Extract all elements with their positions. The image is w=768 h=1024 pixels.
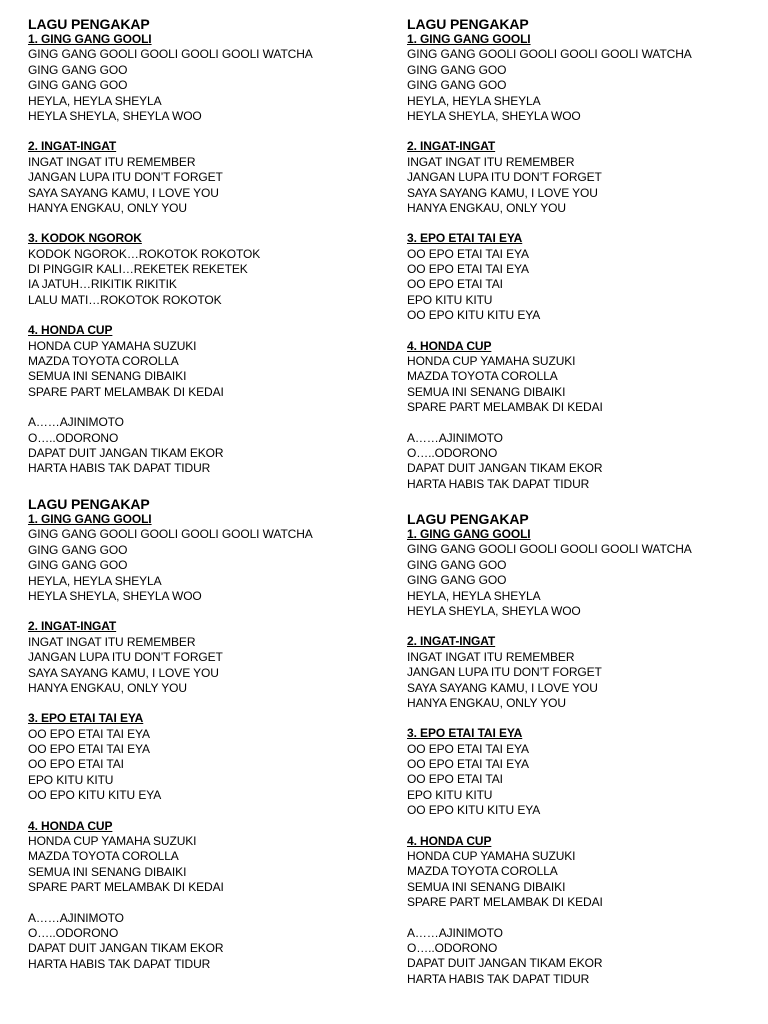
lyric-line: GING GANG GOO — [28, 542, 128, 557]
block-title: LAGU PENGAKAP — [407, 16, 529, 32]
song-title: 3. EPO ETAI TAI EYA — [407, 231, 523, 246]
song-title: 4. HONDA CUP — [407, 833, 492, 848]
song-3 — [407, 231, 747, 323]
lyric-line: GING GANG GOOLI GOOLI GOOLI GOOLI WATCHA — [28, 47, 313, 62]
song-title: 1. GING GANG GOOLI — [407, 527, 531, 541]
song-title: 2. INGAT-INGAT — [28, 139, 117, 154]
lyric-line: GING GANG GOO — [28, 78, 128, 93]
lyric-line: SEMUA INI SENANG DIBAIKI — [28, 864, 187, 879]
lyric-line: HEYLA SHEYLA, SHEYLA WOO — [28, 108, 202, 123]
song-title: 2. INGAT-INGAT — [407, 139, 496, 154]
chorus-line: O…..ODORONO — [407, 445, 498, 460]
song-2 — [407, 634, 747, 711]
chorus-line: HARTA HABIS TAK DAPAT TIDUR — [28, 956, 211, 971]
lyrics-block-top-right — [407, 16, 747, 492]
lyric-line: MAZDA TOYOTA COROLLA — [407, 369, 558, 384]
song-title: 3. KODOK NGOROK — [28, 231, 142, 246]
lyric-line: JANGAN LUPA ITU DON’T FORGET — [28, 170, 223, 185]
song-4 — [28, 819, 368, 896]
chorus-line: DAPAT DUIT JANGAN TIKAM EKOR — [407, 956, 603, 971]
song-title: 1. GING GANG GOOLI — [28, 32, 152, 46]
lyric-line: OO EPO ETAI TAI — [407, 277, 503, 292]
chorus-line: A……AJINIMOTO — [28, 910, 124, 925]
lyric-line: SPARE PART MELAMBAK DI KEDAI — [28, 880, 224, 895]
song-title: 3. EPO ETAI TAI EYA — [28, 711, 144, 726]
lyric-line: JANGAN LUPA ITU DON’T FORGET — [28, 650, 223, 665]
song-title: 2. INGAT-INGAT — [407, 634, 496, 649]
chorus-line: A……AJINIMOTO — [407, 925, 503, 940]
lyric-line: SAYA SAYANG KAMU, I LOVE YOU — [407, 185, 598, 200]
lyric-line: GING GANG GOO — [407, 78, 507, 93]
lyric-line: SEMUA INI SENANG DIBAIKI — [407, 879, 566, 894]
lyric-line: HONDA CUP YAMAHA SUZUKI — [28, 338, 197, 353]
chorus-line: HARTA HABIS TAK DAPAT TIDUR — [407, 476, 590, 491]
song-title: 1. GING GANG GOOLI — [407, 32, 531, 46]
song-title: 4. HONDA CUP — [407, 338, 492, 353]
lyric-line: GING GANG GOOLI GOOLI GOOLI GOOLI WATCHA — [407, 542, 692, 557]
lyric-line: HEYLA, HEYLA SHEYLA — [407, 93, 541, 108]
lyric-line: EPO KITU KITU — [407, 292, 493, 307]
lyric-line: OO EPO ETAI TAI — [28, 757, 124, 772]
lyric-line: OO EPO ETAI TAI EYA — [407, 246, 529, 261]
lyric-line: MAZDA TOYOTA COROLLA — [407, 864, 558, 879]
song-3 — [28, 711, 368, 803]
lyric-line: HANYA ENGKAU, ONLY YOU — [407, 200, 566, 215]
lyric-line: MAZDA TOYOTA COROLLA — [28, 849, 179, 864]
song-2 — [28, 139, 368, 216]
lyric-line: GING GANG GOOLI GOOLI GOOLI GOOLI WATCHA — [28, 527, 313, 542]
lyric-line: GING GANG GOO — [407, 557, 507, 572]
song-1 — [407, 32, 747, 124]
song-title: 4. HONDA CUP — [28, 818, 113, 833]
chorus-line: O…..ODORONO — [28, 925, 119, 940]
song-title: 2. INGAT-INGAT — [28, 619, 117, 634]
chorus — [28, 415, 368, 477]
chorus-line: A……AJINIMOTO — [28, 415, 124, 430]
lyric-line: OO EPO KITU KITU EYA — [407, 308, 541, 323]
song-4 — [407, 339, 747, 416]
lyric-line: SPARE PART MELAMBAK DI KEDAI — [407, 400, 603, 415]
lyric-line: SAYA SAYANG KAMU, I LOVE YOU — [407, 680, 598, 695]
chorus-line: DAPAT DUIT JANGAN TIKAM EKOR — [28, 445, 224, 460]
lyric-line: OO EPO KITU KITU EYA — [407, 803, 541, 818]
lyrics-block-top-left — [28, 16, 368, 477]
chorus-line: DAPAT DUIT JANGAN TIKAM EKOR — [407, 461, 603, 476]
lyric-line: LALU MATI…ROKOTOK ROKOTOK — [28, 292, 222, 307]
lyric-line: HEYLA, HEYLA SHEYLA — [28, 573, 162, 588]
lyric-line: GING GANG GOO — [407, 573, 507, 588]
block-title: LAGU PENGAKAP — [28, 496, 150, 512]
lyric-line: HEYLA SHEYLA, SHEYLA WOO — [407, 108, 581, 123]
lyric-line: IA JATUH…RIKITIK RIKITIK — [28, 277, 177, 292]
lyric-line: HONDA CUP YAMAHA SUZUKI — [28, 834, 197, 849]
chorus-line: O…..ODORONO — [28, 430, 119, 445]
lyric-line: GING GANG GOO — [407, 62, 507, 77]
lyric-line: OO EPO ETAI TAI EYA — [407, 262, 529, 277]
lyric-line: HEYLA, HEYLA SHEYLA — [407, 588, 541, 603]
song-title: 3. EPO ETAI TAI EYA — [407, 726, 523, 741]
lyric-line: GING GANG GOO — [28, 62, 128, 77]
song-title: 4. HONDA CUP — [28, 323, 113, 338]
song-3 — [407, 726, 747, 818]
song-4 — [28, 323, 368, 400]
lyric-line: OO EPO ETAI TAI EYA — [407, 757, 529, 772]
lyric-line: INGAT INGAT ITU REMEMBER — [28, 634, 196, 649]
lyric-line: HANYA ENGKAU, ONLY YOU — [407, 695, 566, 710]
lyric-line: HONDA CUP YAMAHA SUZUKI — [407, 849, 576, 864]
lyrics-block-bottom-left — [28, 496, 368, 972]
lyric-line: HONDA CUP YAMAHA SUZUKI — [407, 354, 576, 369]
chorus — [28, 911, 368, 973]
song-1 — [28, 512, 368, 604]
lyric-line: INGAT INGAT ITU REMEMBER — [28, 154, 196, 169]
lyric-line: SEMUA INI SENANG DIBAIKI — [28, 369, 187, 384]
lyric-line: SAYA SAYANG KAMU, I LOVE YOU — [28, 185, 219, 200]
lyric-line: KODOK NGOROK…ROKOTOK ROKOTOK — [28, 246, 261, 261]
lyric-line: OO EPO ETAI TAI EYA — [28, 742, 150, 757]
lyric-line: INGAT INGAT ITU REMEMBER — [407, 154, 575, 169]
block-title: LAGU PENGAKAP — [28, 16, 150, 32]
lyric-line: JANGAN LUPA ITU DON’T FORGET — [407, 665, 602, 680]
song-2 — [407, 139, 747, 216]
chorus-line: O…..ODORONO — [407, 940, 498, 955]
lyric-line: OO EPO ETAI TAI — [407, 772, 503, 787]
lyric-line: HEYLA SHEYLA, SHEYLA WOO — [28, 588, 202, 603]
lyric-line: OO EPO ETAI TAI EYA — [28, 726, 150, 741]
song-3 — [28, 231, 368, 308]
lyric-line: HANYA ENGKAU, ONLY YOU — [28, 200, 187, 215]
lyrics-block-bottom-right — [407, 511, 747, 987]
lyric-line: SEMUA INI SENANG DIBAIKI — [407, 384, 566, 399]
lyric-line: EPO KITU KITU — [28, 772, 114, 787]
chorus-line: HARTA HABIS TAK DAPAT TIDUR — [28, 461, 211, 476]
song-1 — [28, 32, 368, 124]
lyric-line: HANYA ENGKAU, ONLY YOU — [28, 680, 187, 695]
chorus — [407, 431, 747, 493]
lyric-line: OO EPO KITU KITU EYA — [28, 788, 162, 803]
lyric-line: SPARE PART MELAMBAK DI KEDAI — [407, 895, 603, 910]
lyric-line: GING GANG GOOLI GOOLI GOOLI GOOLI WATCHA — [407, 47, 692, 62]
lyric-line: MAZDA TOYOTA COROLLA — [28, 354, 179, 369]
lyric-line: DI PINGGIR KALI…REKETEK REKETEK — [28, 262, 248, 277]
chorus-line: DAPAT DUIT JANGAN TIKAM EKOR — [28, 941, 224, 956]
lyric-line: INGAT INGAT ITU REMEMBER — [407, 649, 575, 664]
chorus-line: A……AJINIMOTO — [407, 430, 503, 445]
song-title: 1. GING GANG GOOLI — [28, 512, 152, 526]
song-2 — [28, 619, 368, 696]
lyric-line: EPO KITU KITU — [407, 787, 493, 802]
chorus-line: HARTA HABIS TAK DAPAT TIDUR — [407, 971, 590, 986]
lyric-line: JANGAN LUPA ITU DON’T FORGET — [407, 170, 602, 185]
chorus — [407, 926, 747, 988]
block-title: LAGU PENGAKAP — [407, 511, 529, 527]
song-1 — [407, 527, 747, 619]
lyric-line: SPARE PART MELAMBAK DI KEDAI — [28, 384, 224, 399]
lyric-line: OO EPO ETAI TAI EYA — [407, 741, 529, 756]
lyric-line: HEYLA SHEYLA, SHEYLA WOO — [407, 603, 581, 618]
song-4 — [407, 834, 747, 911]
lyric-line: GING GANG GOO — [28, 558, 128, 573]
lyric-line: HEYLA, HEYLA SHEYLA — [28, 93, 162, 108]
lyric-line: SAYA SAYANG KAMU, I LOVE YOU — [28, 665, 219, 680]
